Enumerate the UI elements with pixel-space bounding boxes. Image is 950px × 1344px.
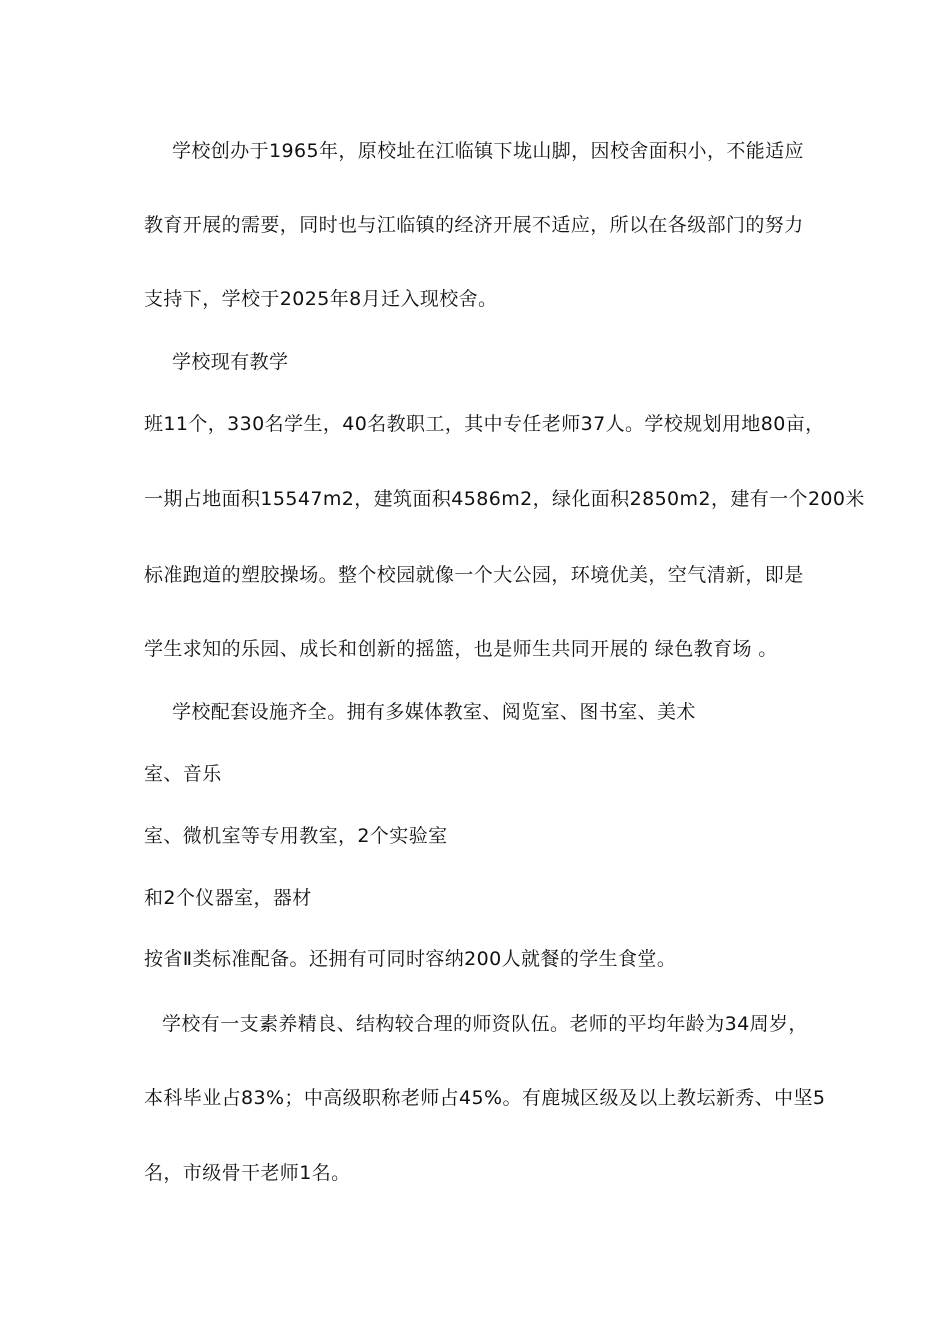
paragraph-1-line-1: 学校创办于1965年，原校址在江临镇下垅山脚，因校舍面积小，不能适应 <box>172 140 804 162</box>
paragraph-3-line-2: 室、音乐 <box>144 763 222 785</box>
paragraph-2-line-4: 标准跑道的塑胶操场。整个校园就像一个大公园，环境优美，空气清新，即是 <box>144 564 804 586</box>
paragraph-4-line-1: 学校有一支素养精良、结构较合理的师资队伍。老师的平均年龄为34周岁， <box>162 1013 808 1035</box>
paragraph-1-line-2: 教育开展的需要，同时也与江临镇的经济开展不适应，所以在各级部门的努力 <box>144 214 804 236</box>
paragraph-2-line-3: 一期占地面积15547m2，建筑面积4586m2，绿化面积2850m2，建有一个200米 <box>144 488 865 510</box>
paragraph-2-line-2: 班11个，330名学生，40名教职工，其中专任老师37人。学校规划用地80亩， <box>144 413 825 435</box>
paragraph-3-line-5: 按省Ⅱ类标准配备。还拥有可同时容纳200人就餐的学生食堂。 <box>144 948 677 970</box>
paragraph-3-line-4: 和2个仪器室，器材 <box>144 887 312 909</box>
paragraph-3-line-1: 学校配套设施齐全。拥有多媒体教室、阅览室、图书室、美术 <box>172 701 696 723</box>
paragraph-3-line-3: 室、微机室等专用教室，2个实验室 <box>144 825 448 847</box>
paragraph-1-line-3: 支持下，学校于2025年8月迁入现校舍。 <box>144 288 498 310</box>
paragraph-2-line-1: 学校现有教学 <box>172 351 289 373</box>
paragraph-4-line-2: 本科毕业占83%；中高级职称老师占45%。有鹿城区级及以上教坛新秀、中坚5 <box>144 1087 826 1109</box>
paragraph-4-line-3: 名，市级骨干老师1名。 <box>144 1162 351 1184</box>
paragraph-2-line-5: 学生求知的乐园、成长和创新的摇篮，也是师生共同开展的 绿色教育场 。 <box>144 638 778 660</box>
